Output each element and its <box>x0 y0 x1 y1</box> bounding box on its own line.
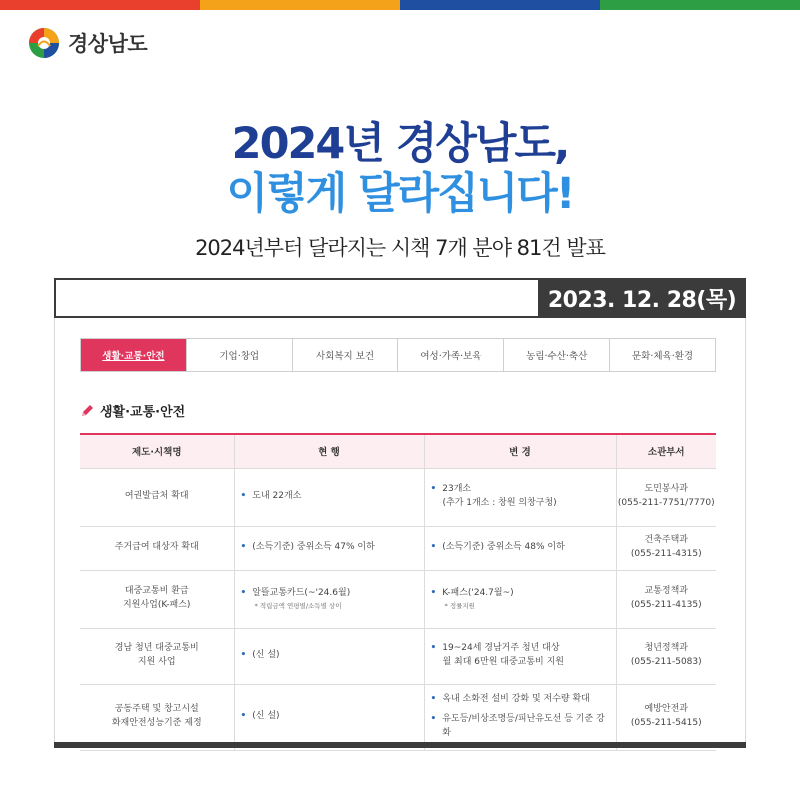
top-bar-green <box>600 0 800 10</box>
header-current: 현 행 <box>234 434 424 468</box>
current-text: (신 설) <box>252 711 280 722</box>
top-bar-orange <box>200 0 400 10</box>
change-cell <box>424 628 616 684</box>
current-text: 알뜰교통카드(~'24.6월) <box>252 588 351 598</box>
current-cell <box>234 468 424 526</box>
policy-name-line-1: 경남 청년 대중교통비 <box>114 643 199 654</box>
change-text: (소득기준) 중위소득 48% 이하 <box>442 542 565 553</box>
section-header <box>80 401 185 420</box>
category-tabs <box>80 338 716 372</box>
section-title: 생활·교통·안전 <box>100 405 186 420</box>
tab-culture-sports-environment[interactable]: 문화·체육·환경 <box>609 339 715 371</box>
tab-women-family-childcare[interactable]: 여성·가족·보육 <box>397 339 503 371</box>
current-cell <box>234 526 424 570</box>
bullet-icon: • <box>430 542 437 553</box>
change-text: K-패스('24.7월~) <box>442 588 514 598</box>
current-note: * 적립금액 연평별/소득별 상이 <box>254 601 342 610</box>
department-cell <box>616 468 716 526</box>
change-text: 유도등/비상조명등/피난유도선 등 기준 강화 <box>442 714 605 738</box>
top-bar-red <box>0 0 200 10</box>
department-name: 예방안전과 <box>644 704 688 715</box>
bullet-icon: • <box>240 588 247 598</box>
department-cell <box>616 628 716 684</box>
date-bar <box>54 278 746 318</box>
tab-business-startup[interactable]: 기업·창업 <box>186 339 292 371</box>
department-name: 청년정책과 <box>644 643 688 654</box>
brand-name: 경상남도 <box>68 32 148 56</box>
policy-name-line-2: 화재안전성능기준 제정 <box>111 718 202 728</box>
policy-name: 주거급여 대상자 확대 <box>80 526 234 570</box>
department-phone: (055-211-5415) <box>630 718 702 728</box>
table-row <box>80 570 716 628</box>
change-detail: (추가 1개소 : 창원 의창구청) <box>442 498 557 508</box>
change-cell <box>424 468 616 526</box>
table-header-row <box>80 434 716 468</box>
policy-name: 여권발급처 확대 <box>80 468 234 526</box>
pencil-icon <box>80 404 94 418</box>
header-department: 소관부서 <box>616 434 716 468</box>
bullet-icon: • <box>240 491 247 502</box>
department-phone: (055-211-7751/7770) <box>617 498 715 508</box>
tab-agri-fish-livestock[interactable]: 농림·수산·축산 <box>503 339 609 371</box>
bullet-icon: • <box>240 650 247 661</box>
department-name: 건축주택과 <box>644 535 688 546</box>
current-cell <box>234 628 424 684</box>
date-bar-blank <box>54 278 538 318</box>
tab-living-traffic-safety[interactable]: 생활·교통·안전 <box>81 339 186 371</box>
table-row <box>80 628 716 684</box>
policy-name-line-1: 대중교통비 환급 <box>124 586 189 597</box>
policy-name <box>80 628 234 684</box>
policy-name-line-2: 지원사업(K-패스) <box>123 600 191 610</box>
bullet-icon: • <box>430 484 437 495</box>
gyeongnam-logo-icon <box>28 27 60 59</box>
change-text: 19~24세 경남거주 청년 대상 <box>442 643 560 654</box>
table-row <box>80 684 716 750</box>
top-bar-blue <box>400 0 600 10</box>
department-phone: (055-211-5083) <box>630 657 702 667</box>
current-text: (신 설) <box>252 650 280 661</box>
current-cell <box>234 570 424 628</box>
department-phone: (055-211-4315) <box>630 549 702 559</box>
bullet-icon: • <box>430 714 437 725</box>
bullet-icon: • <box>240 711 247 722</box>
bullet-icon: • <box>240 542 247 553</box>
policy-name-line-2: 지원 사업 <box>137 657 176 667</box>
department-cell <box>616 570 716 628</box>
change-note: * 정률지원 <box>444 601 475 610</box>
table-row <box>80 468 716 526</box>
brand-logo <box>28 27 147 59</box>
bullet-icon: • <box>430 694 437 705</box>
change-detail: 월 최대 6만원 대중교통비 지원 <box>442 657 564 667</box>
department-cell <box>616 526 716 570</box>
department-cell <box>616 684 716 750</box>
change-cell <box>424 684 616 750</box>
policy-table <box>80 433 716 751</box>
policy-name-line-1: 공동주택 및 창고시설 <box>114 704 199 715</box>
current-text: (소득기준) 중위소득 47% 이하 <box>252 542 375 553</box>
change-text: 23개소 <box>442 484 472 495</box>
change-text: 옥내 소화전 설비 강화 및 저수량 확대 <box>442 694 590 705</box>
header-change: 변 경 <box>424 434 616 468</box>
tab-social-welfare-health[interactable]: 사회복지 보건 <box>292 339 398 371</box>
policy-name <box>80 684 234 750</box>
bullet-icon: • <box>430 643 437 654</box>
headline-line-1: 2024년 경상남도, <box>231 119 569 169</box>
change-cell <box>424 526 616 570</box>
table-row <box>80 526 716 570</box>
change-cell <box>424 570 616 628</box>
current-text: 도내 22개소 <box>252 491 302 502</box>
headline-line-2: 이렇게 달라집니다! <box>226 169 574 219</box>
bullet-icon: • <box>430 588 437 598</box>
top-color-bar <box>0 0 800 10</box>
department-phone: (055-211-4135) <box>630 600 702 610</box>
bottom-bar <box>54 742 746 748</box>
policy-name <box>80 570 234 628</box>
department-name: 도민봉사과 <box>644 484 688 495</box>
current-cell <box>234 684 424 750</box>
publish-date: 2023. 12. 28(목) <box>538 278 746 318</box>
header-policy-name: 제도·시책명 <box>80 434 234 468</box>
department-name: 교통정책과 <box>644 586 688 597</box>
subtitle: 2024년부터 달라지는 시책 7개 분야 81건 발표 <box>195 236 605 260</box>
